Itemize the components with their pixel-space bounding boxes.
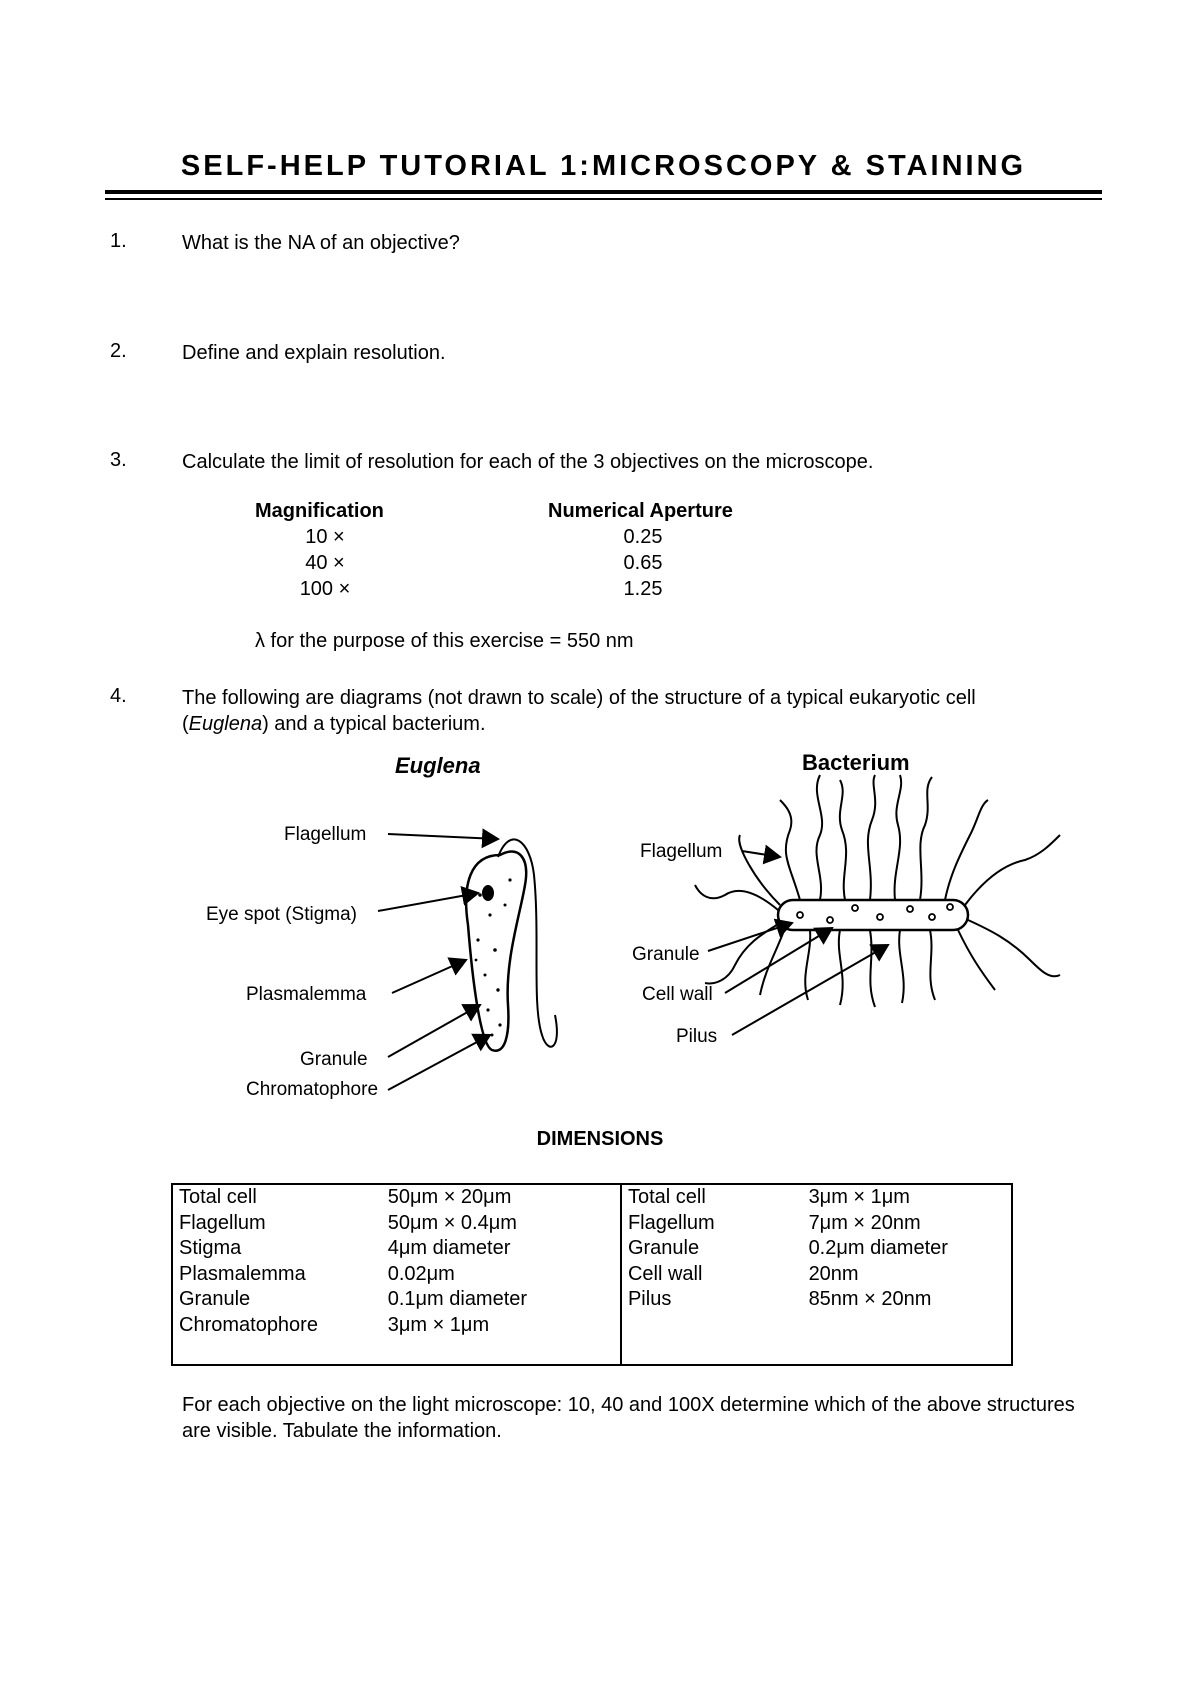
table-row [172,1287,1012,1313]
table-row [172,1236,1012,1262]
question-4-text [182,685,976,737]
bacterium-size: 20nm [808,1262,859,1285]
euglena-size: 3μm × 1μm [382,1313,621,1339]
bacterium-diagram [632,750,1060,1047]
euglena-size: 4μm diameter [382,1236,621,1262]
table-row [172,1262,1012,1288]
bacterium-label-cell-wall: Cell wall [642,984,713,1005]
euglena-structure: Total cell [179,1186,257,1208]
euglena-diagram [206,753,557,1100]
question-3-number: 3. [110,449,127,471]
euglena-structure: Flagellum [179,1211,266,1234]
euglena-label-chromatophore: Chromatophore [246,1079,379,1100]
euglena-label-granule: Granule [300,1049,368,1070]
magnification-value: 100 × [299,578,351,600]
question-2-text: Define and explain resolution. [182,342,446,364]
bacterium-label-flagellum: Flagellum [640,841,723,862]
bacterium-body [778,900,968,930]
question-4-number: 4. [110,685,127,707]
eye-spot [482,885,494,901]
bacterium-structure: Pilus [627,1288,672,1311]
magnification-value: 10 × [305,526,345,548]
bacterium-size: 85nm × 20nm [808,1288,932,1311]
table-row [172,1313,1012,1339]
question-4-line-2: (Euglena) and a typical bacterium. [182,713,486,735]
table-row [172,1184,1012,1211]
euglena-size: 50μm × 20μm [382,1184,621,1211]
euglena-label-eye-spot: Eye spot (Stigma) [206,904,357,925]
bacterium-size: 0.2μm diameter [808,1237,948,1260]
bacterium-label-granule: Granule [632,944,700,965]
bacterium-structure: Total cell [627,1186,706,1208]
bacterium-structure: Granule [627,1237,700,1260]
euglena-label-plasmalemma: Plasmalemma [246,984,367,1005]
title-underline [105,190,1102,194]
cell-diagrams [180,745,1080,1120]
dimensions-table [171,1183,1013,1366]
bacterium-structure: Cell wall [627,1262,703,1285]
magnification-header: Magnification [255,500,384,522]
question-1-number: 1. [110,230,127,252]
euglena-italic: Euglena [188,713,263,735]
wavelength-note: λ for the purpose of this exercise = 550 nm [255,630,634,652]
question-1-text: What is the NA of an objective? [182,232,460,254]
question-2-number: 2. [110,340,127,362]
page-title: SELF-HELP TUTORIAL 1:MICROSCOPY & STAINING [180,150,1027,182]
question-4-line-1: The following are diagrams (not drawn to scale) of the structure of a typical eukaryotic cell [182,687,976,709]
bacterium-flagella [695,775,1060,1007]
na-value: 0.65 [623,552,663,574]
euglena-structure: Stigma [179,1237,242,1260]
euglena-size: 50μm × 0.4μm [382,1211,621,1237]
bacterium-structure: Flagellum [627,1211,715,1234]
na-value: 0.25 [623,526,663,548]
title-underline-thin [105,198,1102,200]
bacterium-size: 7μm × 20nm [808,1211,921,1234]
bacterium-label-pilus: Pilus [676,1026,718,1047]
closing-instruction: For each objective on the light microscope: 10, 40 and 100X determine which of the above structures are visible. Tabulate the information. [182,1394,1075,1442]
euglena-structure: Plasmalemma [179,1262,306,1285]
table-row [172,1211,1012,1237]
bacterium-structure [621,1313,803,1339]
euglena-size: 0.02μm [382,1262,621,1288]
euglena-label-flagellum: Flagellum [284,824,367,845]
magnification-value: 40 × [305,552,345,574]
euglena-title: Euglena [395,753,481,778]
dimensions-title: DIMENSIONS [536,1128,664,1150]
bacterium-granules [797,904,953,923]
euglena-structure: Chromatophore [179,1313,318,1336]
table-row [172,1339,1012,1365]
bacterium-size: 3μm × 1μm [808,1186,910,1208]
bacterium-title: Bacterium [802,750,910,775]
euglena-flagellum [498,839,557,1046]
euglena-structure: Granule [179,1288,251,1311]
bacterium-size [803,1313,1012,1339]
numerical-aperture-header: Numerical Aperture [548,500,733,522]
euglena-size: 0.1μm diameter [382,1287,621,1313]
question-3-text: Calculate the limit of resolution for each of the 3 objectives on the microscope. [182,451,874,473]
na-value: 1.25 [623,578,663,600]
euglena-granules [475,878,512,1036]
